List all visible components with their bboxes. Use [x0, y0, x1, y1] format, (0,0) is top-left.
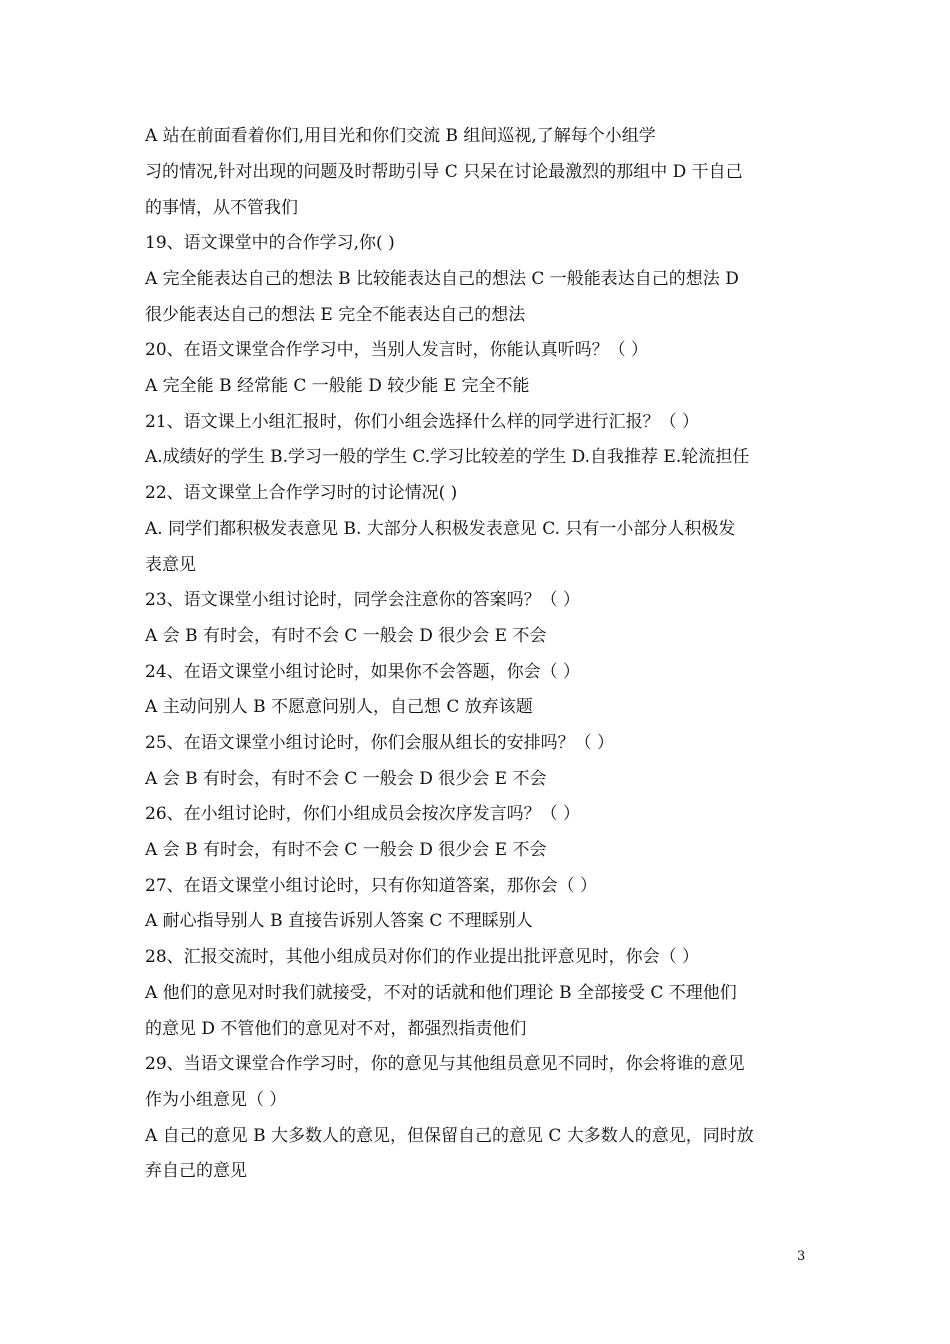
text-line: 的事情，从不管我们	[145, 198, 298, 218]
question-19: 19、语文课堂中的合作学习,你( )	[145, 233, 395, 253]
text-line: A 他们的意见对时我们就接受，不对的话就和他们理论 B 全部接受 C 不理他们	[145, 983, 737, 1003]
text-line: A 主动问别人 B 不愿意问别人，自己想 C 放弃该题	[145, 697, 533, 717]
question-20: 20、在语文课堂合作学习中，当别人发言时，你能认真听吗？（ ）	[145, 340, 649, 360]
question-28: 28、汇报交流时，其他小组成员对你们的作业提出批评意见时，你会（ ）	[145, 947, 700, 967]
text-line: A.成绩好的学生 B.学习一般的学生 C.学习比较差的学生 D.自我推荐 E.轮流担任	[145, 447, 750, 467]
question-22: 22、语文课堂上合作学习时的讨论情况( )	[145, 483, 458, 503]
text-line: A 完全能 B 经常能 C 一般能 D 较少能 E 完全不能	[145, 376, 530, 396]
question-24: 24、在语文课堂小组讨论时，如果你不会答题，你会（ ）	[145, 662, 581, 682]
text-line: 很少能表达自己的想法 E 完全不能表达自己的想法	[145, 305, 526, 325]
question-27: 27、在语文课堂小组讨论时，只有你知道答案，那你会（ ）	[145, 876, 598, 896]
text-line: A. 同学们都积极发表意见 B. 大部分人积极发表意见 C. 只有一小部分人积极发	[145, 519, 736, 539]
text-line: A 站在前面看着你们,用目光和你们交流 B 组间巡视,了解每个小组学	[145, 126, 656, 146]
text-line: 作为小组意见（ ）	[145, 1090, 287, 1110]
text-line: A 会 B 有时会，有时不会 C 一般会 D 很少会 E 不会	[145, 626, 547, 646]
text-line: A 完全能表达自己的想法 B 比较能表达自己的想法 C 一般能表达自己的想法 D	[145, 269, 739, 289]
text-line: 习的情况,针对出现的问题及时帮助引导 C 只呆在讨论最激烈的那组中 D 干自己	[145, 162, 743, 182]
text-line: 的意见 D 不管他们的意见对不对，都强烈指责他们	[145, 1019, 527, 1039]
text-line: A 会 B 有时会，有时不会 C 一般会 D 很少会 E 不会	[145, 769, 547, 789]
text-line: 弃自己的意见	[145, 1161, 247, 1181]
text-line: A 耐心指导别人 B 直接告诉别人答案 C 不理睬别人	[145, 911, 533, 931]
question-21: 21、语文课上小组汇报时，你们小组会选择什么样的同学进行汇报？（ ）	[145, 412, 700, 432]
text-line: A 会 B 有时会，有时不会 C 一般会 D 很少会 E 不会	[145, 840, 547, 860]
question-23: 23、语文课堂小组讨论时，同学会注意你的答案吗？（ ）	[145, 590, 581, 610]
text-line: 表意见	[145, 555, 196, 575]
page-number: 3	[797, 1249, 806, 1264]
text-line: A 自己的意见 B 大多数人的意见，但保留自己的意见 C 大多数人的意见，同时放	[145, 1126, 754, 1146]
question-29: 29、当语文课堂合作学习时，你的意见与其他组员意见不同时，你会将谁的意见	[145, 1054, 745, 1074]
question-26: 26、在小组讨论时，你们小组成员会按次序发言吗？（ ）	[145, 804, 581, 824]
question-25: 25、在语文课堂小组讨论时，你们会服从组长的安排吗？（ ）	[145, 733, 615, 753]
